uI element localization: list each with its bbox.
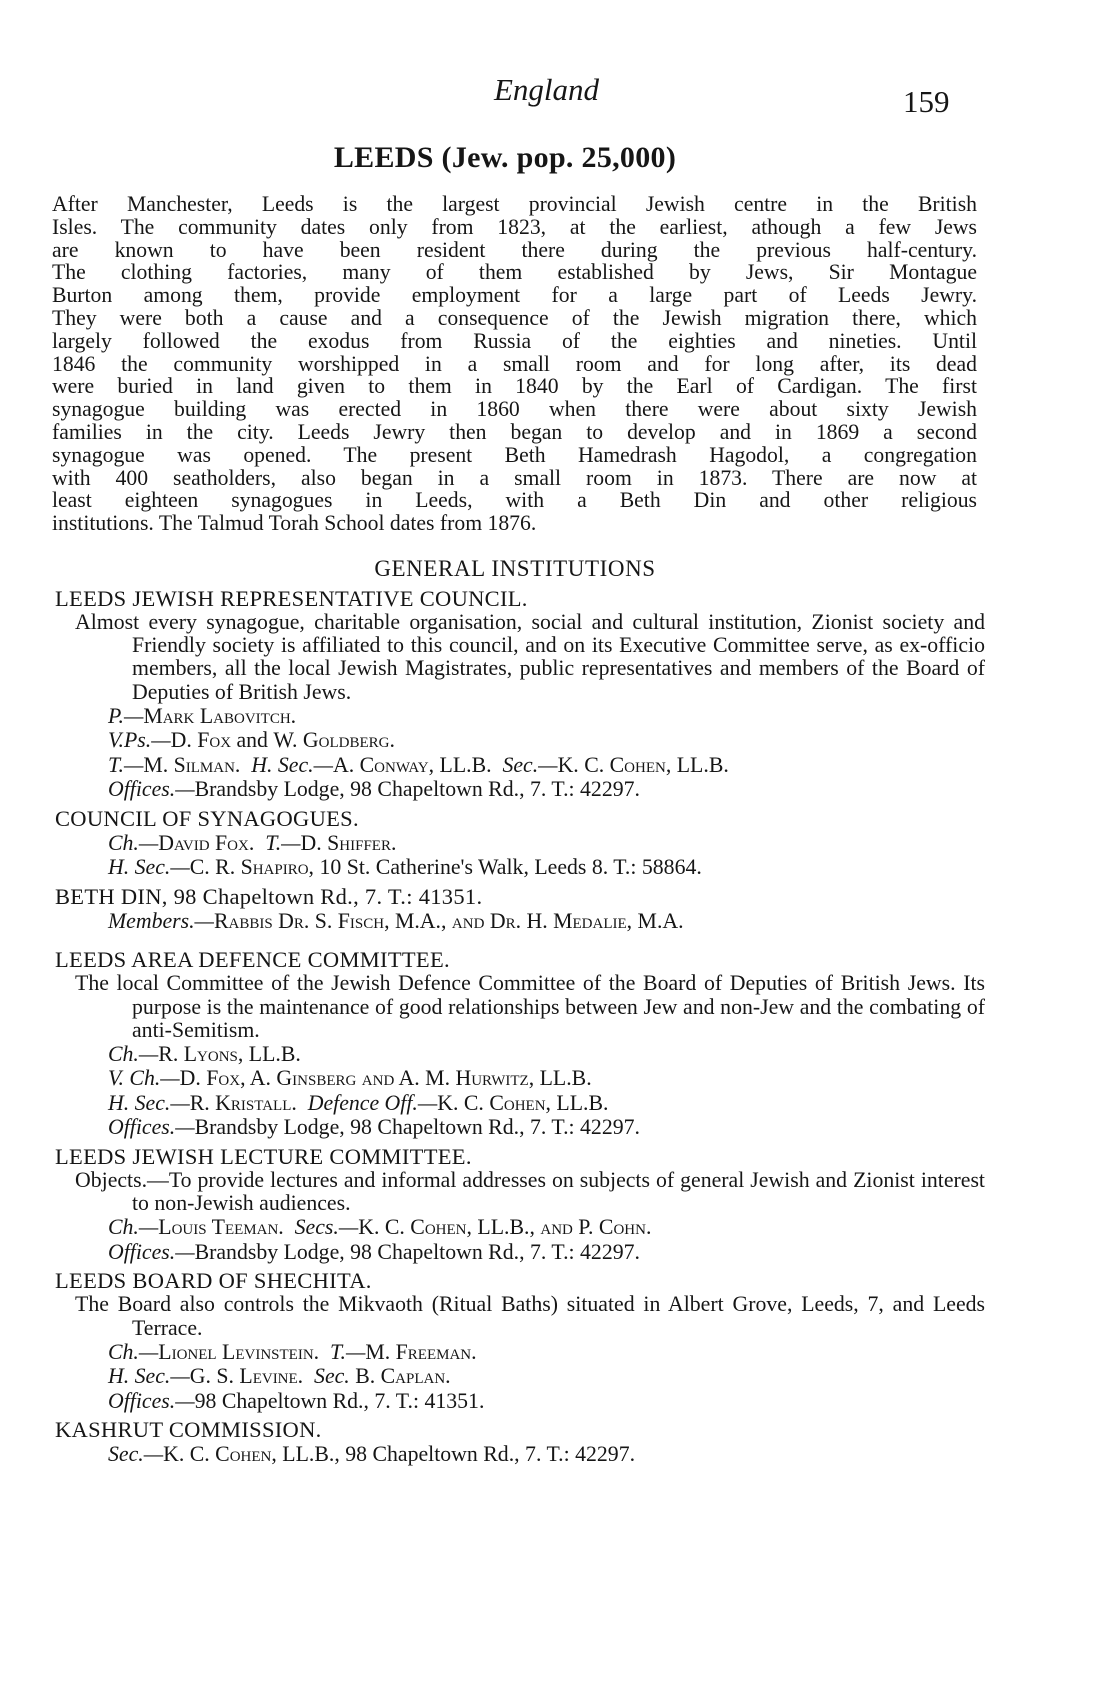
org-entry-defence-committee [55,947,985,1140]
officer-line: Ch.—David Fox. T.—D. Shiffer. [108,830,397,855]
org-description: The local Committee of the Jewish Defence Committee of the Board of Deputies of British Jews. Its purpose is the maintenance of good relationships between Jew and non-Jew and the combating of anti-Semitism. [75,971,985,1042]
officer-line: V.Ps.—D. Fox and W. Goldberg. [108,728,395,753]
org-name: LEEDS JEWISH REPRESENTATIVE COUNCIL. [55,586,528,611]
officer-line: V. Ch.—D. Fox, A. Ginsberg and A. M. Hurwitz, LL.B. [108,1066,592,1091]
intro-line: families in the city. Leeds Jewry then began to develop and in 1869 a second [52,419,977,444]
intro-line: The clothing factories, many of them established by Jews, Sir Montague [52,260,977,285]
spacer [55,933,985,943]
intro-paragraph [52,193,977,535]
org-entry-lecture-committee [55,1144,985,1264]
intro-line: Isles. The community dates only from 1823, at the earliest, athough a few Jews [52,214,977,239]
org-entry-board-of-shechita [55,1268,985,1413]
org-description: The Board also controls the Mikvaoth (Ritual Baths) situated in Albert Grove, Leeds, 7, and Leeds Terrace. [75,1292,985,1340]
intro-line: largely followed the exodus from Russia of the eighties and nineties. Until [52,328,977,353]
intro-line: least eighteen synagogues in Leeds, with a Beth Din and other religious [52,488,977,513]
officer-line: H. Sec.—G. S. Levine. Sec. B. Caplan. [108,1364,451,1389]
intro-line: 1846 the community worshipped in a small room and for long after, its dead [52,351,977,376]
org-entry-beth-din [55,884,985,934]
org-entry-council-of-synagogues [55,806,985,880]
officer-line: Ch.—R. Lyons, LL.B. [108,1041,301,1066]
offices-line: Offices.—Brandsby Lodge, 98 Chapeltown Rd., 7. T.: 42297. [108,1239,640,1264]
intro-line: were buried in land given to them in 1840 by the Earl of Cardigan. The first [52,374,977,399]
intro-line: institutions. The Talmud Torah School dates from 1876. [52,511,537,536]
offices-line: Offices.—Brandsby Lodge, 98 Chapeltown Rd., 7. T.: 42297. [108,777,640,802]
org-description: Almost every synagogue, charitable organisation, social and cultural institution, Zionist society and Friendly society is affiliated to this council, and on its Executive Committee serve, as ex-officio members, all the local Jewish Magistrates, public representatives and members of the Board of Deputies of British Jews. [75,610,985,704]
org-name: LEEDS JEWISH LECTURE COMMITTEE. [55,1143,472,1169]
intro-line: They were both a cause and a consequence of the Jewish migration there, which [52,305,977,330]
org-description: Objects.—To provide lectures and informal addresses on subjects of general Jewish and Zionist interest to non-Jewish audiences. [75,1167,985,1216]
section-title: LEEDS (Jew. pop. 25,000) [333,141,677,174]
officer-line: Sec.—K. C. Cohen, LL.B., 98 Chapeltown Rd., 7. T.: 42297. [108,1442,636,1467]
officer-line: H. Sec.—R. Kristall. Defence Off.—K. C. Cohen, LL.B. [108,1090,609,1115]
intro-line: with 400 seatholders, also began in a small room in 1873. There are now at [52,465,977,490]
org-name: LEEDS BOARD OF SHECHITA. [55,1268,372,1294]
officer-line: H. Sec.—C. R. Shapiro, 10 St. Catherine's Walk, Leeds 8. T.: 58864. [108,855,702,880]
org-entry-representative-council [55,586,985,802]
general-institutions-heading: GENERAL INSTITUTIONS [374,556,656,581]
institutions-list [55,582,985,1467]
officer-line: P.—Mark Labovitch. [108,703,297,728]
page-number: 159 [903,84,950,119]
intro-line: are known to have been resident there during the previous half-century. [52,237,977,262]
intro-line: synagogue was opened. The present Beth Hamedrash Hagodol, a congregation [52,442,977,467]
running-header: England [493,72,600,107]
intro-line: After Manchester, Leeds is the largest provincial Jewish centre in the British [52,192,977,216]
intro-line: synagogue building was erected in 1860 when there were about sixty Jewish [52,397,977,422]
org-name: KASHRUT COMMISSION. [55,1417,322,1443]
org-entry-kashrut-commission [55,1417,985,1467]
officer-line: Ch.—Louis Teeman. Secs.—K. C. Cohen, LL.B., and P. Cohn. [108,1215,652,1240]
members-line: Members.—Rabbis Dr. S. Fisch, M.A., and Dr. H. Medalie, M.A. [108,908,684,933]
offices-line: Offices.—Brandsby Lodge, 98 Chapeltown Rd., 7. T.: 42297. [108,1115,640,1140]
org-name: COUNCIL OF SYNAGOGUES. [55,805,359,831]
officer-line: Ch.—Lionel Levinstein. T.—M. Freeman. [108,1339,477,1364]
org-name: LEEDS AREA DEFENCE COMMITTEE. [55,947,450,973]
org-name: BETH DIN, 98 Chapeltown Rd., 7. T.: 41351. [55,883,483,909]
intro-line: Burton among them, provide employment for a large part of Leeds Jewry. [52,283,977,308]
officer-line: T.—M. Silman. H. Sec.—A. Conway, LL.B. Sec.—K. C. Cohen, LL.B. [108,752,729,777]
offices-line: Offices.—98 Chapeltown Rd., 7. T.: 41351. [108,1388,485,1413]
